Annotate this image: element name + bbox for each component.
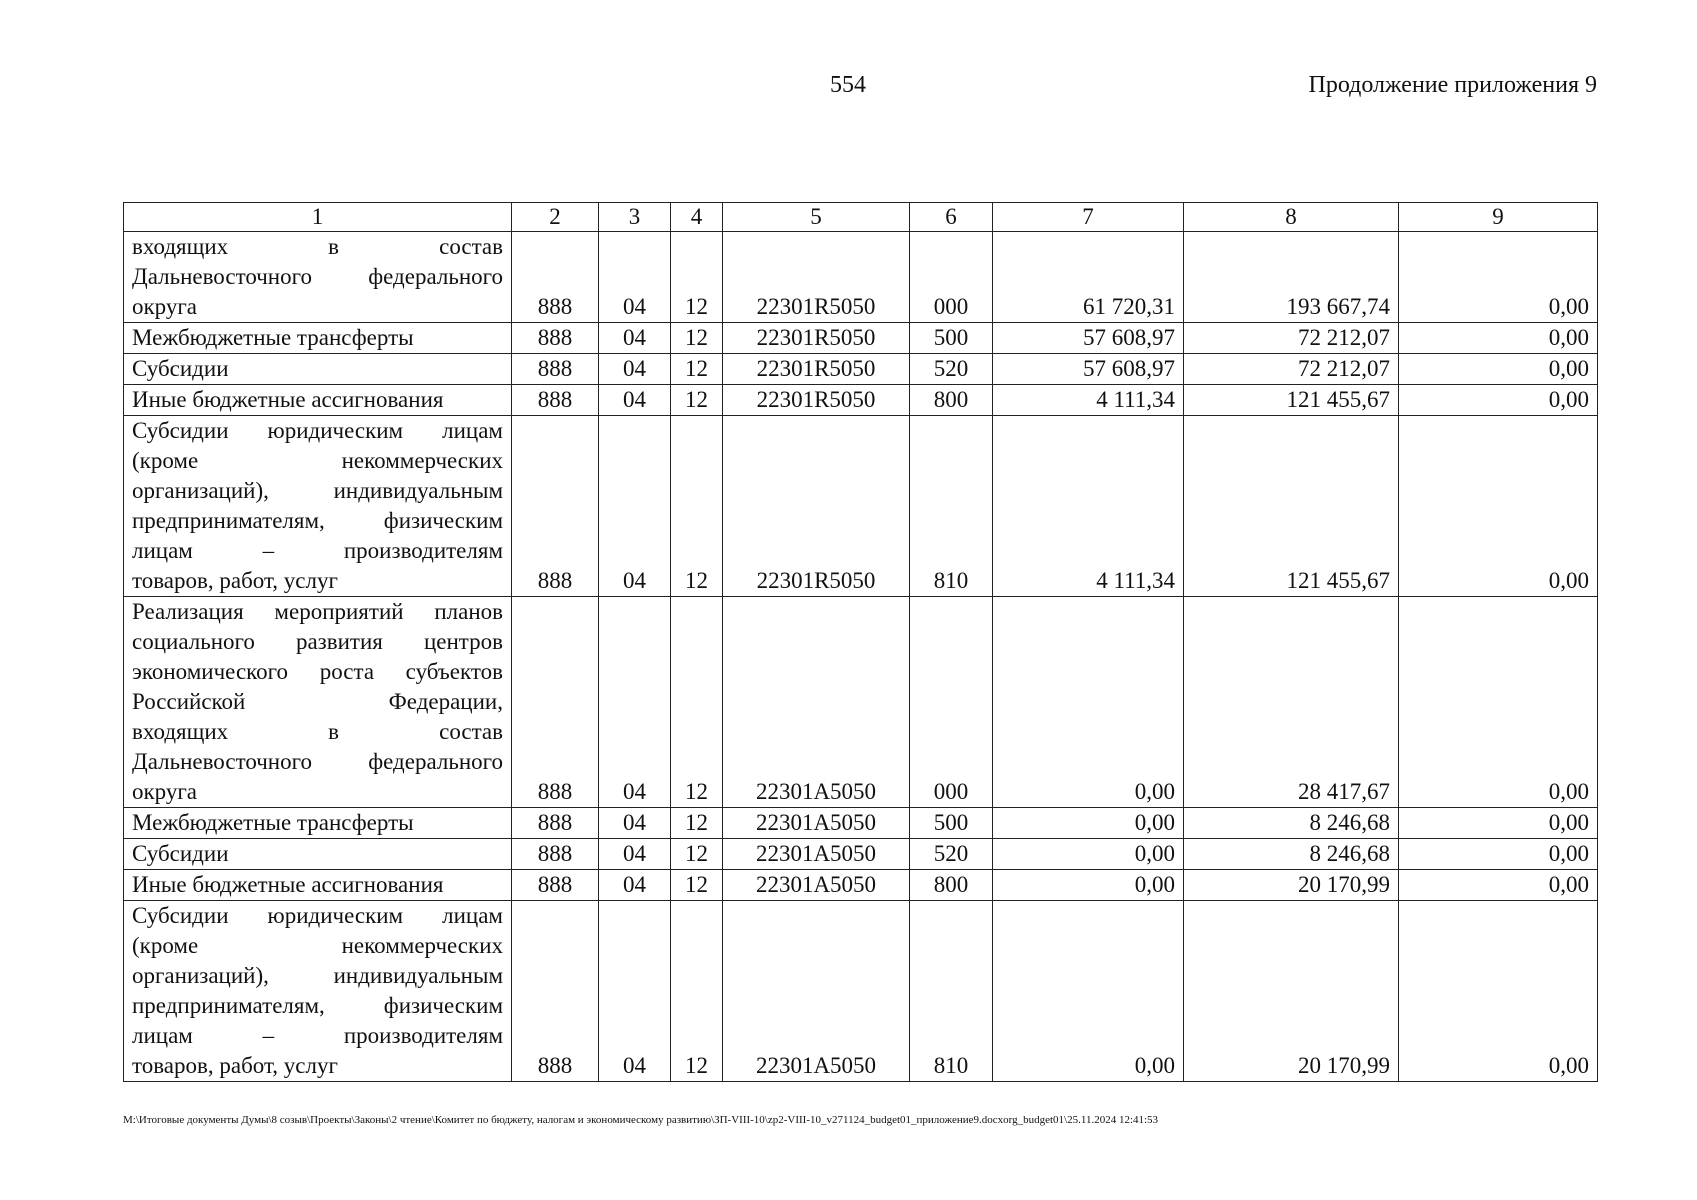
cell-expense-type: 810 [910,416,993,597]
cell-amount-col9: 0,00 [1399,232,1598,323]
cell-target-article: 22301R5050 [723,232,910,323]
item-name-line: Субсидии юридическим лицам [132,903,503,928]
item-name-line: Иные бюджетные ассигнования [132,872,444,897]
cell-expense-type: 800 [910,385,993,416]
column-header: 6 [910,203,993,232]
cell-amount-col9: 0,00 [1399,416,1598,597]
table-row [124,385,1598,416]
item-name-line: Дальневосточного федерального [132,749,503,774]
cell-amount-col9: 0,00 [1399,839,1598,870]
cell-ministry-code: 888 [512,901,599,1082]
item-name-line: товаров, работ, услуг [132,1053,338,1078]
column-header: 8 [1184,203,1399,232]
column-header: 1 [124,203,512,232]
item-name-line: предпринимателям, физическим [132,508,503,533]
cell-subsection: 12 [671,808,723,839]
table-row [124,354,1598,385]
cell-expense-type: 520 [910,354,993,385]
item-name-line: лицам – производителям [132,538,503,563]
cell-section: 04 [599,808,671,839]
item-name-line: экономического роста субъектов [132,659,503,684]
cell-subsection: 12 [671,354,723,385]
cell-amount-col7: 0,00 [993,901,1184,1082]
item-name-line: Субсидии [132,841,229,866]
column-header: 5 [723,203,910,232]
table-row [124,232,1598,323]
table-row [124,416,1598,597]
cell-amount-col9: 0,00 [1399,808,1598,839]
item-name-line: Российской Федерации, [132,689,503,714]
cell-amount-col7: 0,00 [993,808,1184,839]
cell-subsection: 12 [671,839,723,870]
cell-section: 04 [599,385,671,416]
cell-ministry-code: 888 [512,232,599,323]
page-number: 554 [830,72,866,98]
cell-item-name [124,597,512,808]
cell-ministry-code: 888 [512,808,599,839]
column-header: 3 [599,203,671,232]
item-name-line: Иные бюджетные ассигнования [132,387,444,412]
cell-subsection: 12 [671,870,723,901]
table-row [124,323,1598,354]
item-name-line: Дальневосточного федерального [132,264,503,289]
item-name-line: округа [132,779,198,804]
cell-section: 04 [599,597,671,808]
item-name-line: Субсидии [132,356,229,381]
cell-item-name [124,901,512,1082]
cell-expense-type: 500 [910,808,993,839]
cell-item-name [124,385,512,416]
item-name-line: округа [132,294,198,319]
cell-expense-type: 000 [910,232,993,323]
cell-ministry-code: 888 [512,323,599,354]
cell-subsection: 12 [671,385,723,416]
cell-amount-col8: 72 212,07 [1184,323,1399,354]
cell-subsection: 12 [671,416,723,597]
cell-amount-col9: 0,00 [1399,901,1598,1082]
cell-subsection: 12 [671,323,723,354]
cell-amount-col7: 4 111,34 [993,385,1184,416]
cell-target-article: 22301А5050 [723,839,910,870]
item-name-line: предпринимателям, физическим [132,993,503,1018]
cell-item-name [124,232,512,323]
cell-section: 04 [599,354,671,385]
budget-table [123,202,1598,1082]
item-name-line: (кроме некоммерческих [132,933,503,958]
cell-item-name [124,323,512,354]
item-name-line: Субсидии юридическим лицам [132,418,503,443]
cell-amount-col7: 57 608,97 [993,354,1184,385]
cell-amount-col8: 72 212,07 [1184,354,1399,385]
cell-ministry-code: 888 [512,354,599,385]
item-name-line: Межбюджетные трансферты [132,325,414,350]
cell-target-article: 22301А5050 [723,901,910,1082]
cell-target-article: 22301R5050 [723,354,910,385]
cell-amount-col8: 20 170,99 [1184,901,1399,1082]
cell-section: 04 [599,901,671,1082]
cell-section: 04 [599,839,671,870]
item-name-line: лицам – производителям [132,1023,503,1048]
cell-section: 04 [599,323,671,354]
item-name-line: товаров, работ, услуг [132,568,338,593]
cell-item-name [124,839,512,870]
cell-amount-col7: 0,00 [993,839,1184,870]
cell-section: 04 [599,416,671,597]
cell-amount-col8: 193 667,74 [1184,232,1399,323]
cell-amount-col9: 0,00 [1399,354,1598,385]
table-row [124,597,1598,808]
cell-section: 04 [599,232,671,323]
item-name-line: организаций), индивидуальным [132,478,503,503]
cell-amount-col7: 0,00 [993,597,1184,808]
cell-section: 04 [599,870,671,901]
cell-ministry-code: 888 [512,385,599,416]
item-name-line: Межбюджетные трансферты [132,810,414,835]
table-row [124,870,1598,901]
table-row [124,808,1598,839]
cell-amount-col8: 20 170,99 [1184,870,1399,901]
cell-item-name [124,354,512,385]
cell-amount-col8: 121 455,67 [1184,385,1399,416]
table-row [124,839,1598,870]
cell-amount-col9: 0,00 [1399,385,1598,416]
cell-amount-col7: 0,00 [993,870,1184,901]
cell-amount-col9: 0,00 [1399,870,1598,901]
cell-amount-col8: 28 417,67 [1184,597,1399,808]
cell-subsection: 12 [671,597,723,808]
cell-amount-col9: 0,00 [1399,323,1598,354]
cell-subsection: 12 [671,901,723,1082]
cell-amount-col8: 8 246,68 [1184,839,1399,870]
cell-expense-type: 500 [910,323,993,354]
cell-subsection: 12 [671,232,723,323]
column-header: 4 [671,203,723,232]
column-header: 7 [993,203,1184,232]
file-path-footer: M:\Итоговые документы Думы\8 созыв\Проекты\Законы\2 чтение\Комитет по бюджету, налогам и экономическому развитию\ЗП-VIII-10\zp2-VIII-10_v271124_budget01_приложение9.docxorg_budget01\25.11.2024 12:41:53 [123,1114,1159,1126]
cell-target-article: 22301А5050 [723,870,910,901]
cell-amount-col8: 121 455,67 [1184,416,1399,597]
cell-expense-type: 800 [910,870,993,901]
cell-target-article: 22301R5050 [723,385,910,416]
item-name-line: Реализация мероприятий планов [132,599,503,624]
table-row [124,901,1598,1082]
cell-amount-col7: 4 111,34 [993,416,1184,597]
item-name-line: (кроме некоммерческих [132,448,503,473]
cell-target-article: 22301R5050 [723,416,910,597]
appendix-continuation-label: Продолжение приложения 9 [1308,72,1597,98]
item-name-line: социального развития центров [132,629,503,654]
column-header: 2 [512,203,599,232]
cell-target-article: 22301А5050 [723,597,910,808]
cell-amount-col9: 0,00 [1399,597,1598,808]
cell-amount-col8: 8 246,68 [1184,808,1399,839]
cell-ministry-code: 888 [512,870,599,901]
item-name-line: организаций), индивидуальным [132,963,503,988]
cell-amount-col7: 61 720,31 [993,232,1184,323]
cell-target-article: 22301А5050 [723,808,910,839]
cell-ministry-code: 888 [512,839,599,870]
cell-amount-col7: 57 608,97 [993,323,1184,354]
cell-expense-type: 520 [910,839,993,870]
cell-item-name [124,808,512,839]
cell-ministry-code: 888 [512,597,599,808]
cell-target-article: 22301R5050 [723,323,910,354]
cell-expense-type: 000 [910,597,993,808]
cell-item-name [124,416,512,597]
item-name-line: входящих в состав [132,719,503,744]
cell-expense-type: 810 [910,901,993,1082]
column-header: 9 [1399,203,1598,232]
cell-item-name [124,870,512,901]
cell-ministry-code: 888 [512,416,599,597]
column-number-header-row [124,203,1598,232]
item-name-line: входящих в состав [132,234,503,259]
